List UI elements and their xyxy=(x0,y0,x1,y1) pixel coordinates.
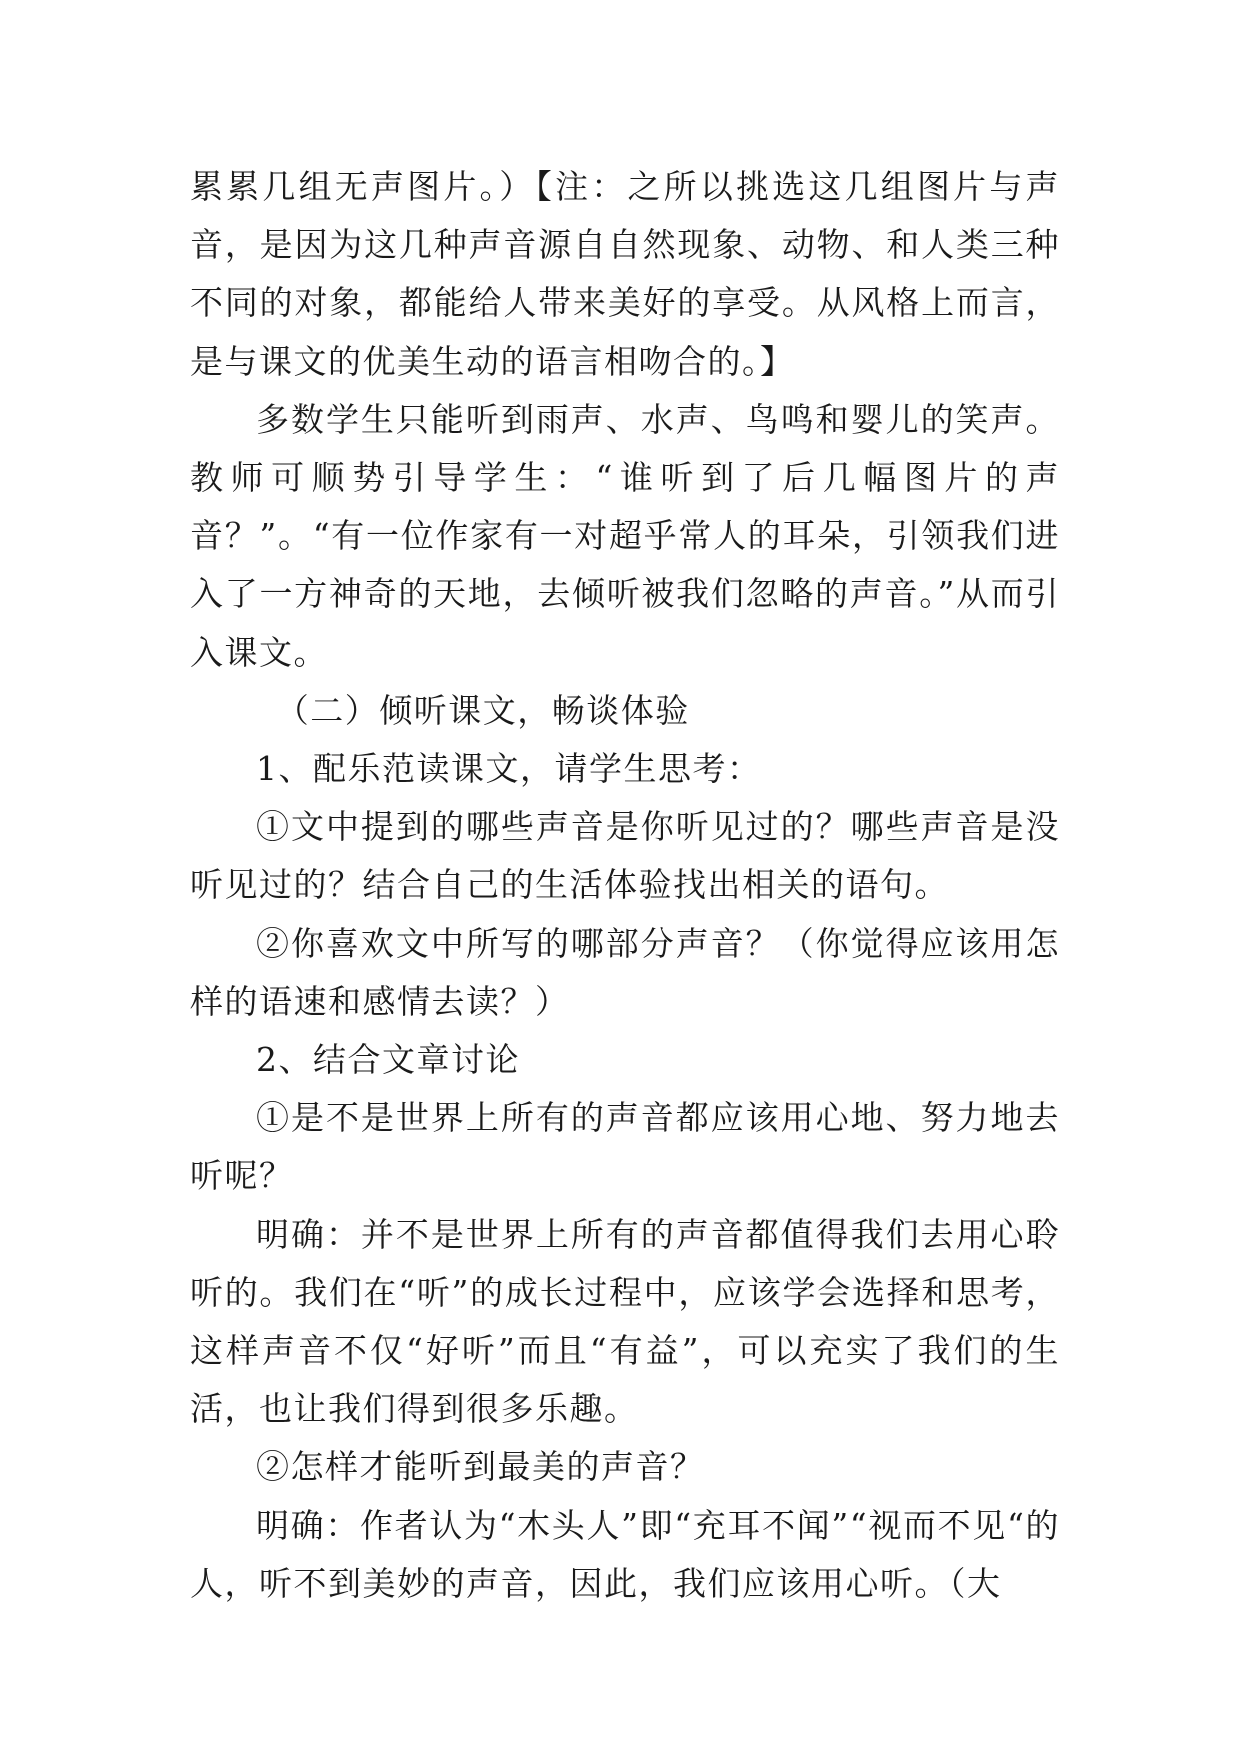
list-item: ①文中提到的哪些声音是你听见过的？哪些声音是没听见过的？结合自己的生活体验找出相关的语句。 xyxy=(190,807,1060,905)
list-item: ②你喜欢文中所写的哪部分声音？（你觉得应该用怎样的语速和感情去读？） xyxy=(190,923,1060,1021)
list-item: 2、结合文章讨论 xyxy=(256,1040,520,1080)
list-item: ②怎样才能听到最美的声音？ xyxy=(256,1447,705,1487)
document-body xyxy=(190,158,1060,1613)
paragraph-answer: 明确：作者认为“木头人”即“充耳不闻”“视而不见“的人，听不到美妙的声音，因此，我们应该用心听。（大 xyxy=(190,1505,1060,1603)
list-item: ①是不是世界上所有的声音都应该用心地、努力地去听呢？ xyxy=(190,1098,1060,1196)
paragraph-intro: 多数学生只能听到雨声、水声、鸟鸣和婴儿的笑声。教师可顺势引导学生：“谁听到了后几幅图片的声音？”。“有一位作家有一对超乎常人的耳朵，引领我们进入了一方神奇的天地，去倾听被我们忽略的声音。”从而引入课文。 xyxy=(190,399,1060,672)
paragraph-answer: 明确：并不是世界上所有的声音都值得我们去用心聆听的。我们在“听”的成长过程中，应该学会选择和思考，这样声音不仅“好听”而且“有益”，可以充实了我们的生活，也让我们得到很多乐趣。 xyxy=(190,1214,1060,1429)
list-item: 1、配乐范读课文，请学生思考： xyxy=(256,749,762,789)
paragraph-note: 累累几组无声图片。）【注：之所以挑选这几组图片与声音，是因为这几种声音源自自然现象、动物、和人类三种不同的对象，都能给人带来美好的享受。从风格上而言，是与课文的优美生动的语言相吻合的。】 xyxy=(190,167,1060,381)
section-heading: （二）倾听课文，畅谈体验 xyxy=(275,690,690,730)
